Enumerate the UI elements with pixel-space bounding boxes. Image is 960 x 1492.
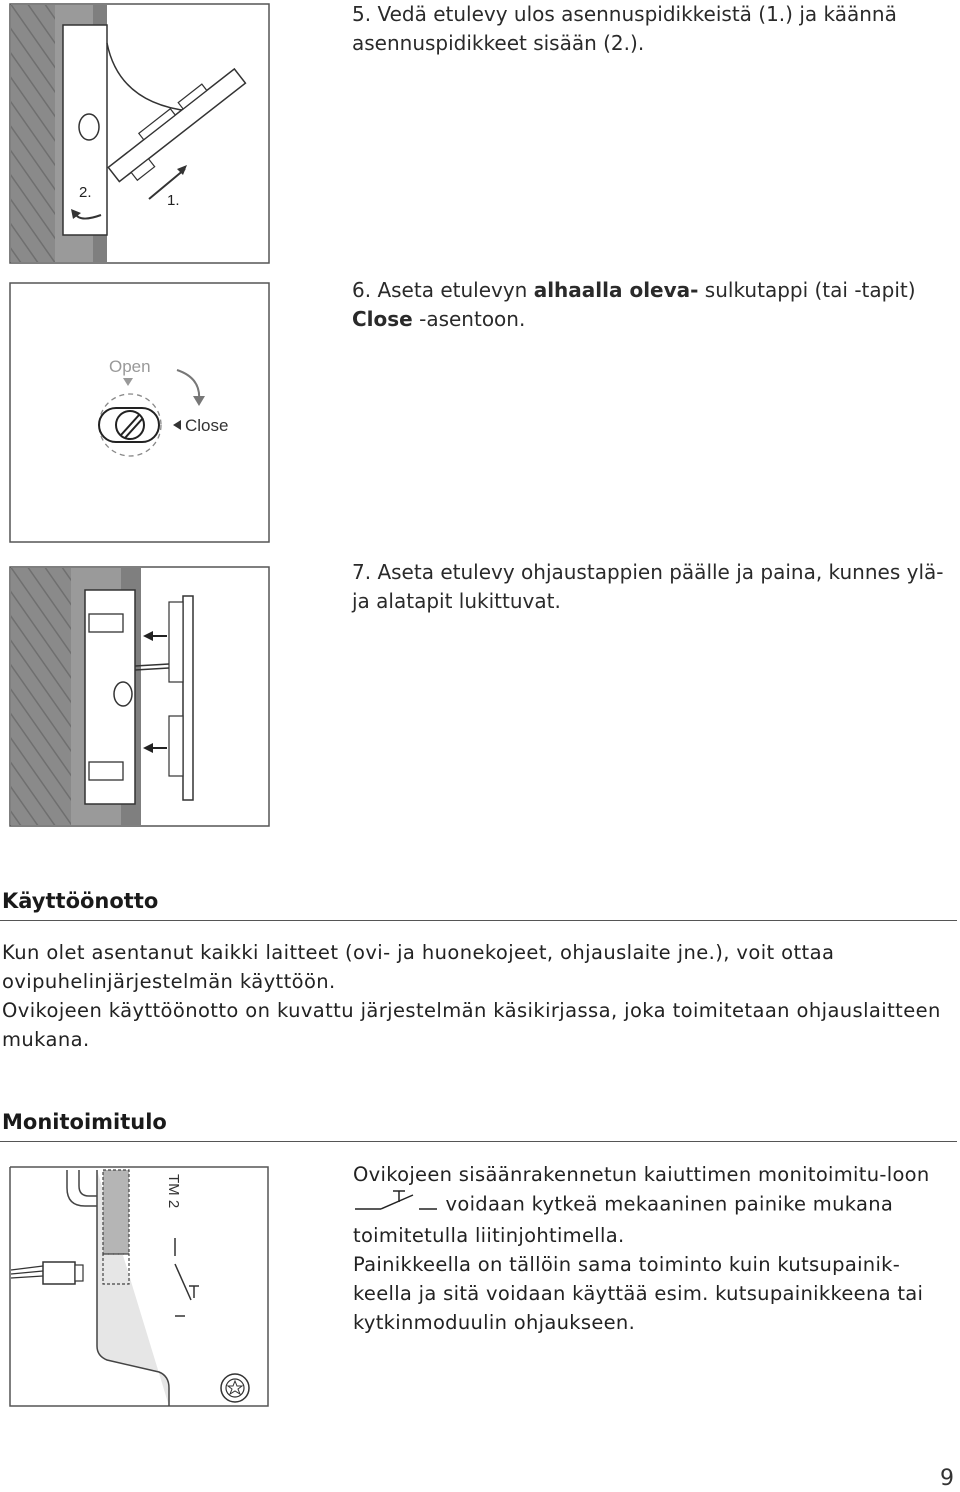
step-6-text-a: Aseta etulevyn xyxy=(377,278,534,302)
switch-symbol-icon xyxy=(353,1189,439,1221)
step-5 xyxy=(352,0,952,58)
label-close: Close xyxy=(185,416,229,435)
monitoimitulo-text-c: Painikkeella on tällöin sama toiminto kuin kutsupainik-keella ja sitä voidaan käyttää esim. kutsupainikkeena tai kytkinmoduulin ohjaukseen. xyxy=(353,1253,924,1334)
page-number: 9 xyxy=(940,1466,954,1491)
label-tm2: TM 2 xyxy=(165,1174,182,1209)
section-title-kayttoonotto: Käyttöönotto xyxy=(2,889,159,913)
label-open: Open xyxy=(109,357,151,376)
step-5-number: 5. xyxy=(352,2,372,26)
figure-tm2 xyxy=(9,1166,271,1412)
label-2: 2. xyxy=(79,184,92,201)
monitoimitulo-text xyxy=(353,1160,953,1337)
section-divider xyxy=(0,920,957,921)
figure-step5 xyxy=(9,3,271,265)
step-6-number: 6. xyxy=(352,278,372,302)
monitoimitulo-text-a: Ovikojeen sisäänrakennetun kaiuttimen monitoimitu-loon xyxy=(353,1163,930,1186)
label-1: 1. xyxy=(167,192,180,209)
paragraph-1: Kun olet asentanut kaikki laitteet (ovi- ja huonekojeet, ohjauslaite jne.), voit ottaa ovipuhelinjärjestelmän käyttöön. xyxy=(2,941,835,993)
section-title-monitoimitulo: Monitoimitulo xyxy=(2,1110,167,1134)
section-divider xyxy=(0,1141,957,1142)
step-7-number: 7. xyxy=(352,560,372,584)
step-6 xyxy=(352,276,952,334)
paragraph-2: Ovikojeen käyttöönotto on kuvattu järjestelmän käsikirjassa, joka toimitetaan ohjauslaitteen mukana. xyxy=(2,999,941,1051)
step-7 xyxy=(352,558,952,616)
monitoimitulo-text-b: voidaan kytkeä mekaaninen painike mukana toimitetulla liitinjohtimella. xyxy=(353,1192,894,1247)
step-6-text-e: -asentoon. xyxy=(412,307,526,331)
step-6-text-c: sulkutappi (tai -tapit) xyxy=(698,278,916,302)
step-6-text-bold-1: alhaalla oleva- xyxy=(533,278,699,302)
figure-step6 xyxy=(9,282,271,544)
step-7-text: Aseta etulevy ohjaustappien päälle ja paina, kunnes ylä- ja alatapit lukittuvat. xyxy=(352,560,944,613)
figure-step7 xyxy=(9,566,271,828)
step-5-text: Vedä etulevy ulos asennuspidikkeistä (1.) ja käännä asennuspidikkeet sisään (2.). xyxy=(352,2,897,55)
step-6-text-bold-2: Close xyxy=(352,307,413,331)
